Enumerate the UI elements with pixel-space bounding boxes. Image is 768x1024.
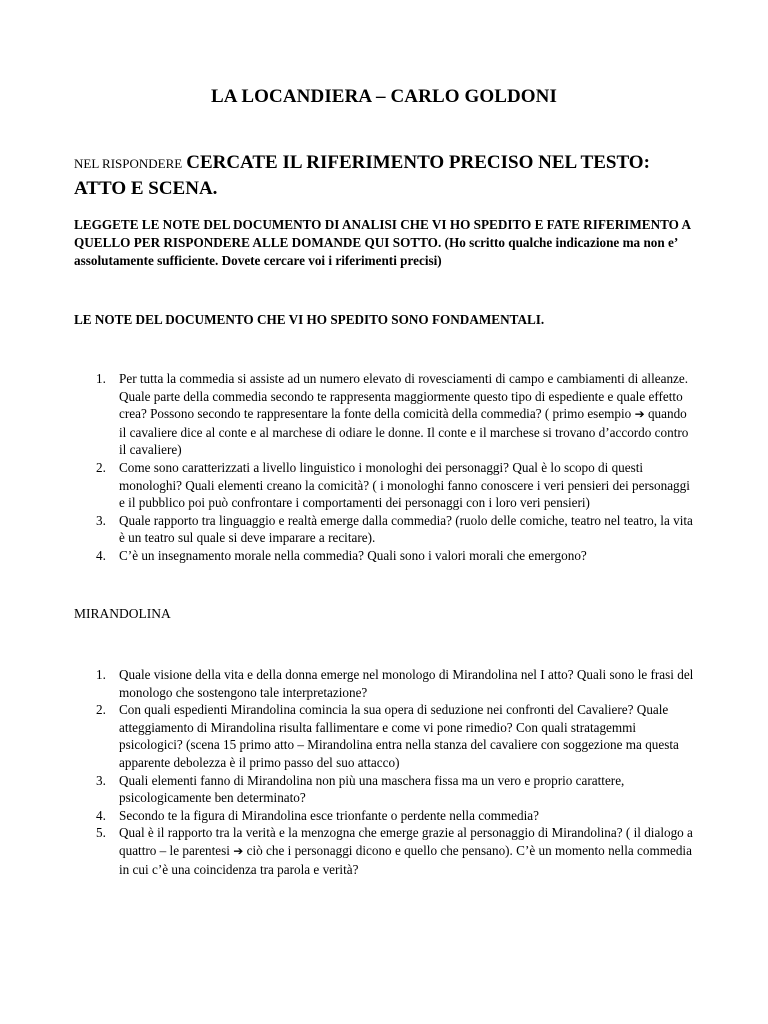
item-number: 5.	[96, 825, 106, 841]
item-text: C’è un insegnamento morale nella commedia? Quali sono i valori morali che emergono?	[119, 547, 587, 563]
list-item	[74, 824, 696, 878]
item-text: Quali elementi fanno di Mirandolina non più una maschera fissa ma un vero e proprio carattere, psicologicamente ben determinato?	[119, 772, 625, 806]
item-text: Con quali espedienti Mirandolina comincia la sua opera di seduzione nei confronti del Cavaliere? Quale atteggiamento di Mirandolina risulta fallimentare e come vi pone rimedio? Con quali stratagemmi psicologici? (scena 15 primo atto – Mirandolina entra nella stanza del cavaliere con soggezione ma questa apparente debolezza è il primo passo del suo attacco)	[119, 702, 679, 770]
notes-heading: LE NOTE DEL DOCUMENTO CHE VI HO SPEDITO SONO FONDAMENTALI.	[74, 312, 545, 327]
general-questions-list	[74, 370, 696, 565]
document-title: LA LOCANDIERA – CARLO GOLDONI	[210, 86, 557, 107]
instruction-small-text: NEL RISPONDERE	[74, 156, 183, 171]
list-item	[74, 459, 696, 512]
instruction-big-text: CERCATE IL RIFERIMENTO PRECISO NEL TESTO: ATTO E SCENA.	[74, 152, 650, 199]
item-text: Secondo te la figura di Mirandolina esce trionfante o perdente nella commedia?	[119, 807, 540, 823]
item-text: Come sono caratterizzati a livello linguistico i monologhi dei personaggi? Qual è lo scopo di questi monologhi? Quali elementi creano la comicità? ( i monologhi fanno conoscere i veri pensieri dei personaggi e il pubblico poi può confrontare i comportamenti dei personaggi con i loro veri pensieri)	[119, 459, 690, 511]
item-number: 1.	[96, 371, 106, 386]
list-item	[74, 547, 696, 565]
item-text: quando il cavaliere dice al conte e al marchese di odiare le donne. Il conte e il marchese si trovano d’accordo contro il cavaliere)	[119, 406, 689, 458]
list-item	[74, 701, 696, 771]
list-item	[74, 370, 696, 459]
mirandolina-questions-list	[74, 666, 696, 878]
list-item	[74, 512, 696, 547]
item-number: 3.	[96, 772, 106, 788]
right-arrow-icon: ➔	[634, 407, 645, 422]
right-arrow-icon: ➔	[233, 843, 244, 858]
item-number: 4.	[96, 547, 106, 563]
item-text: ciò che i personaggi dicono e quello che pensano). C’è un momento nella commedia in cui c’è una coincidenza tra parola e verità?	[119, 842, 692, 877]
list-item	[74, 807, 696, 825]
instructions-paren-text: (Ho scritto qualche indicazione ma non e’ assolutamente sufficiente. Dovete cercare voi i riferimenti precisi)	[74, 235, 678, 268]
item-text: Quale rapporto tra linguaggio e realtà emerge dalla commedia? (ruolo delle comiche, teatro nel teatro, la vita è un teatro sul quale si deve imparare a recitare).	[119, 512, 693, 546]
instructions-paragraph	[74, 216, 694, 270]
list-item	[74, 772, 696, 807]
instructions-main-text: LEGGETE LE NOTE DEL DOCUMENTO DI ANALISI CHE VI HO SPEDITO E FATE RIFERIMENTO A QUELLO PER RISPONDERE ALLE DOMANDE QUI SOTTO.	[74, 217, 691, 250]
list-item	[74, 666, 696, 701]
section-label-mirandolina: MIRANDOLINA	[74, 606, 171, 621]
item-number: 4.	[96, 807, 106, 823]
item-number: 1.	[96, 667, 106, 682]
item-text: Quale visione della vita e della donna emerge nel monologo di Mirandolina nel I atto? Quali sono le frasi del monologo che sostengono tale interpretazione?	[119, 667, 694, 700]
item-text: Per tutta la commedia si assiste ad un numero elevato di rovesciamenti di campo e cambiamenti di alleanze. Quale parte della commedia secondo te rappresenta maggiormente questo tipo di espediente e quale effetto crea? Possono secondo te rappresentare la fonte della comicità della commedia? ( primo esempio	[119, 371, 689, 422]
instruction-line	[74, 150, 694, 202]
item-text: Qual è il rapporto tra la verità e la menzogna che emerge grazie al personaggio di Mirandolina? ( il dialogo a quattro – le parentesi	[119, 825, 693, 858]
item-number: 2.	[96, 459, 106, 475]
item-number: 2.	[96, 702, 106, 718]
item-number: 3.	[96, 512, 106, 528]
